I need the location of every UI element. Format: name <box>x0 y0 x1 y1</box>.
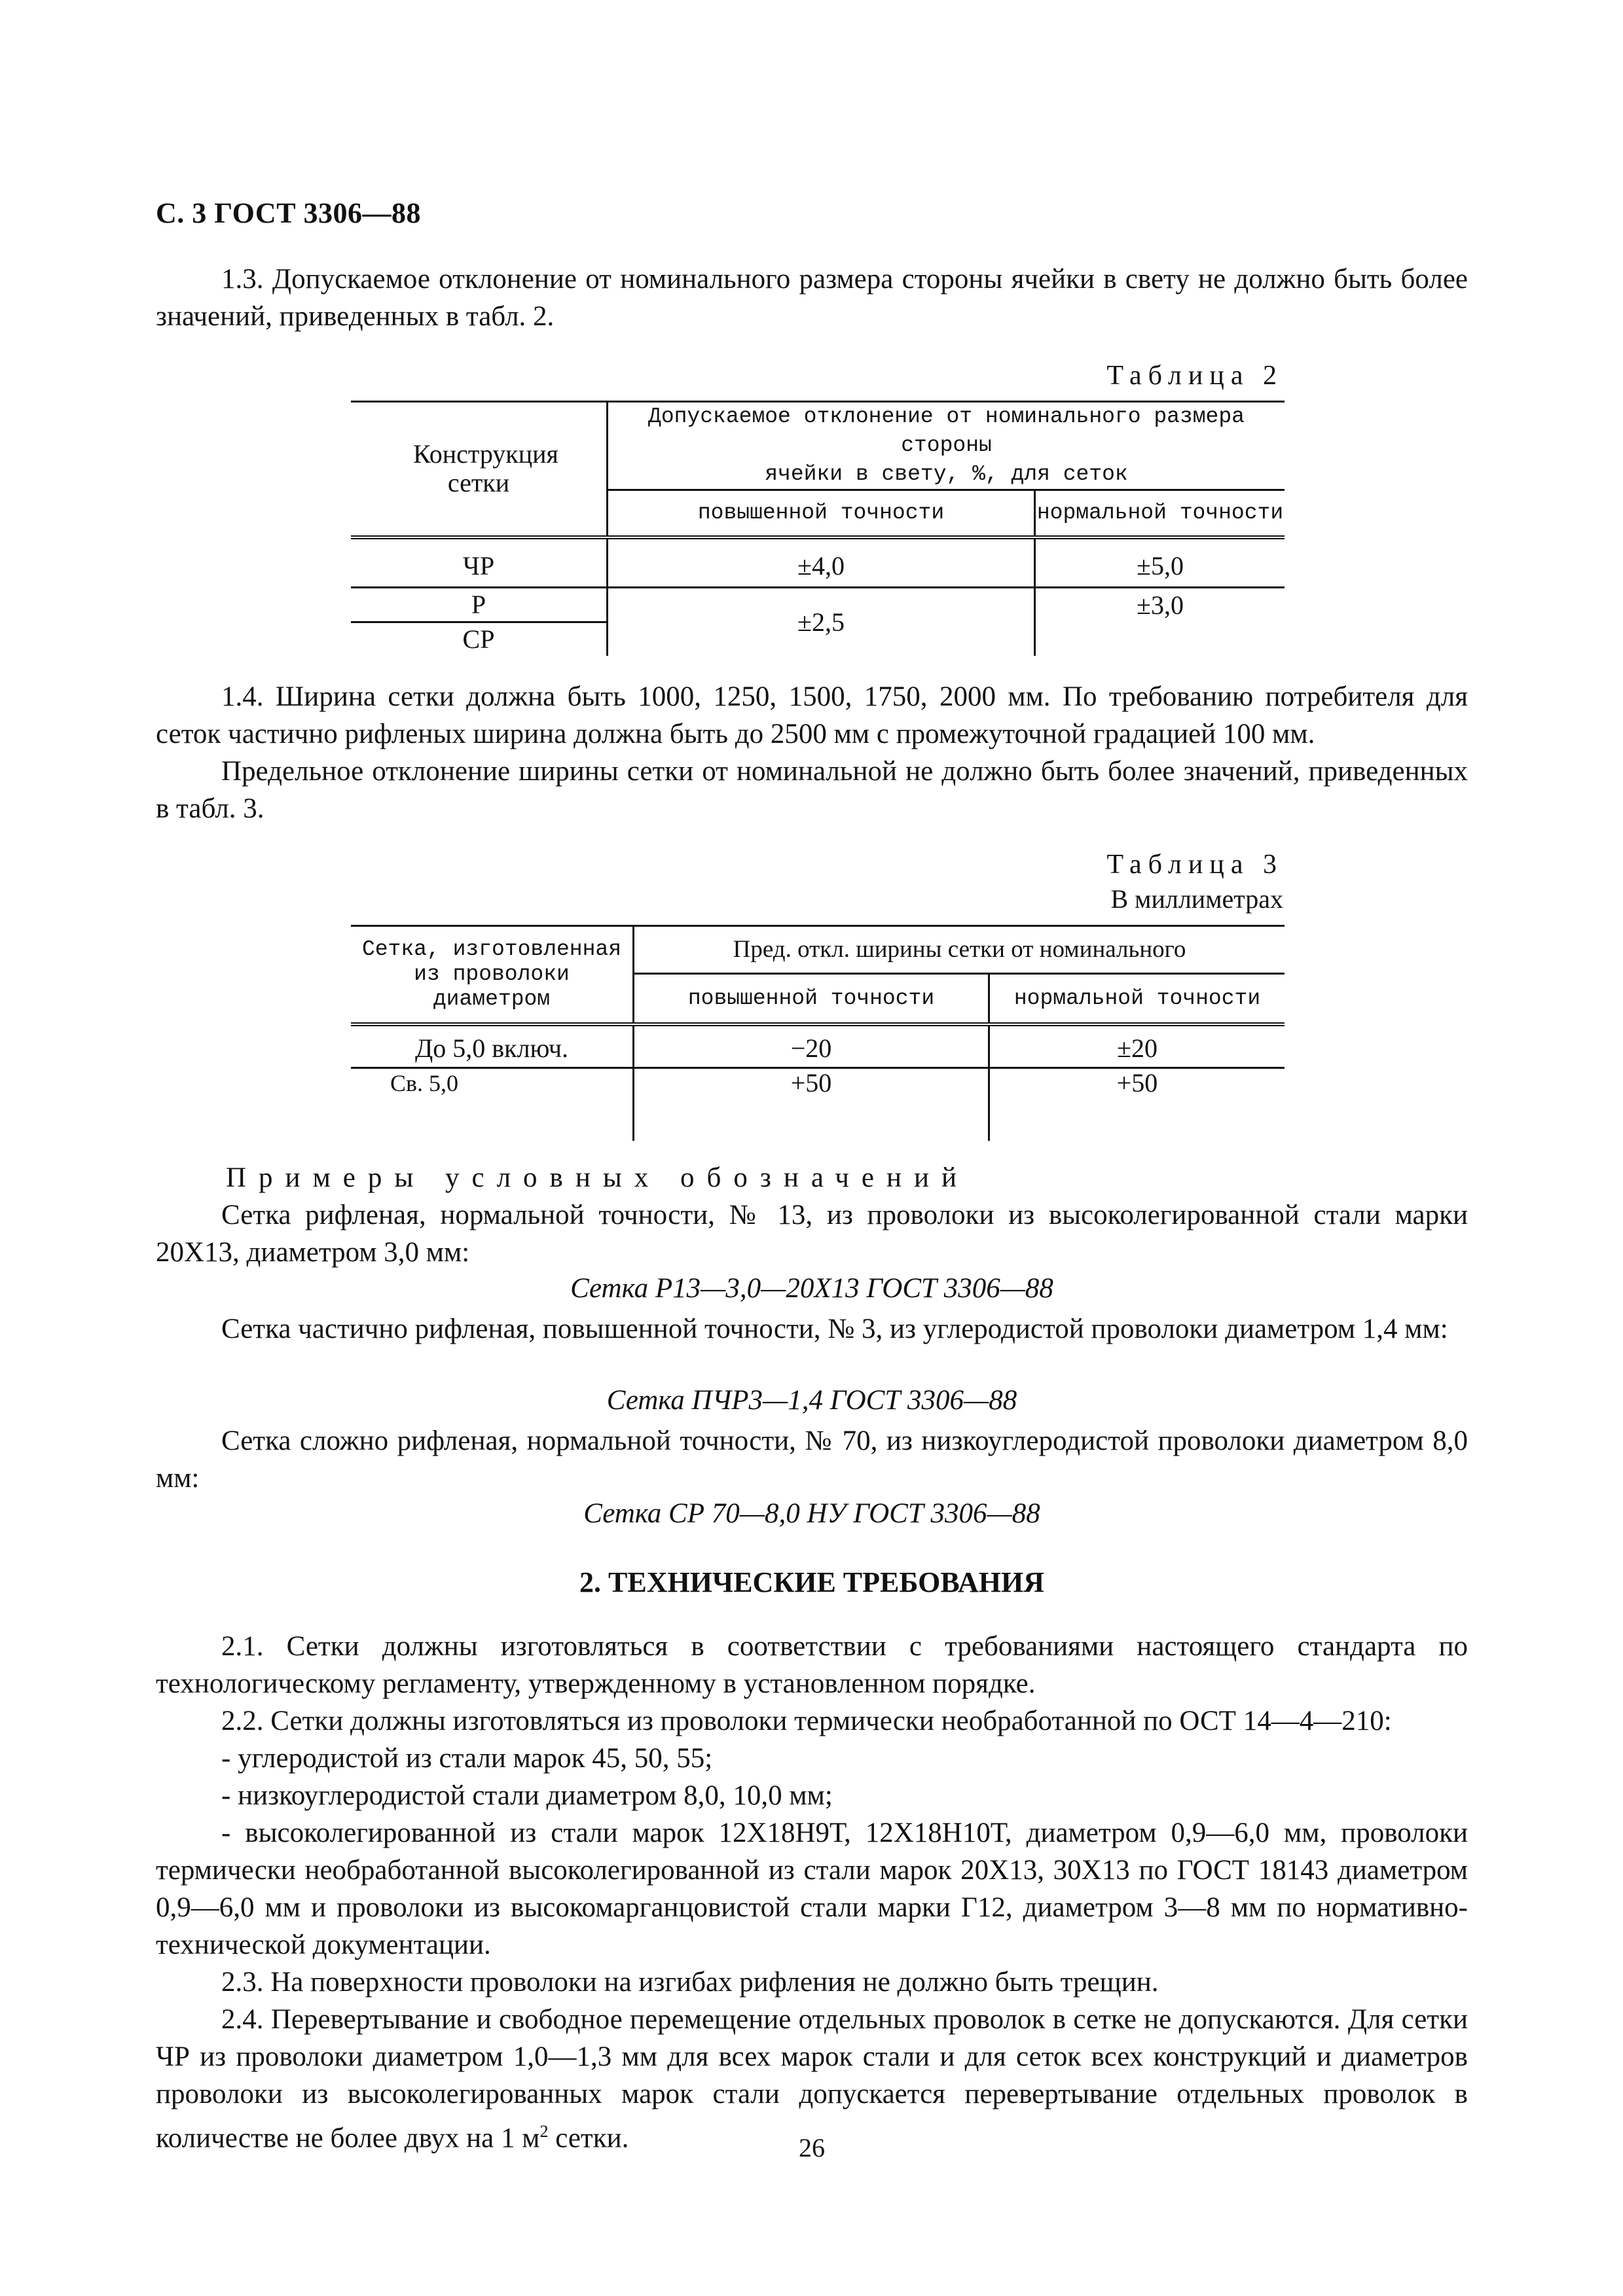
example-3-code: Сетка СР 70—8,0 НУ ГОСТ 3306—88 <box>583 1498 1040 1529</box>
example-3-text: Сетка сложно рифленая, нормальной точности, № 70, из низкоуглеродистой проволоки диаметром 8,0 мм: <box>156 1426 1468 1494</box>
wire-header-line-1: Сетка, изготовленная <box>361 937 622 961</box>
paragraph-1-3: 1.3. Допускаемое отклонение от номинального размера стороны ячейки в свету не должно быть более значений, приведенных в табл. 2. <box>156 264 1468 332</box>
table-3-header-deviation: Пред. откл. ширины сетки от номинального <box>634 926 1285 974</box>
paragraph-2-1: 2.1. Сетки должны изготовляться в соответствии с требованиями настоящего стандарта по технологическому регламенту, утвержденному в установленном порядке. <box>156 1631 1468 1699</box>
table-2-caption: Таблица 2 <box>1106 361 1283 391</box>
table-2-cell-construction: Р <box>351 588 608 622</box>
list-item-high-alloy: - высоколегированной из стали марок 12Х18Н9Т, 12Х18Н10Т, диаметром 0,9—6,0 мм, проволоки термически необработанной высоколегированной из стали марок 20Х13, 30Х13 по ГОСТ 18143 диаметром 0,9—6,0 мм и проволоки из высокомарганцовистой стали марки Г12, диаметром 3—8 мм по нормативно-технической документации. <box>156 1818 1468 1960</box>
table-2-header-normal: нормальной точности <box>1035 490 1285 538</box>
table-3-cell-wire: Св. 5,0 <box>351 1068 634 1141</box>
table-2-header-construction <box>351 402 608 538</box>
paragraph-2-4-text: 2.4. Перевертывание и свободное перемещение отдельных проволок в сетке не допускаются. Для сетки ЧР из проволоки диаметром 1,0—1,3 мм для всех марок стали и для сеток всех конструкций и диаметров проволоки из высоколегированных марок стали допускается перевертывание отдельных проволок в количестве не более двух на 1 м <box>156 2004 1468 2154</box>
table-2-header-deviation <box>608 402 1285 490</box>
table-2-cell-construction: ЧР <box>351 537 608 588</box>
table-2-cell-normal: ±5,0 <box>1035 537 1285 588</box>
paragraph-2-2: 2.2. Сетки должны изготовляться из проволоки термически необработанной по ОСТ 14—4—210: <box>221 1706 1392 1736</box>
deviation-header-line-1: Допускаемое отклонение от номинального размера стороны <box>648 404 1245 457</box>
paragraph-1-4-deviation: Предельное отклонение ширины сетки от номинальной не должно быть более значений, приведенных в табл. 3. <box>156 756 1468 824</box>
paragraph-2-3: 2.3. На поверхности проволоки на изгибах рифления не должно быть трещин. <box>221 1967 1159 1998</box>
table-3-cell-normal: +50 <box>1116 1068 1158 1098</box>
paragraph-2-4-end: сетки. <box>548 2123 629 2154</box>
wire-header-line-3: диаметром <box>433 987 551 1011</box>
list-item-low-carbon: - низкоуглеродистой стали диаметром 8,0, 10,0 мм; <box>221 1780 833 1811</box>
table-3 <box>351 925 1285 1141</box>
paragraph-1-4: 1.4. Ширина сетки должна быть 1000, 1250, 1500, 1750, 2000 мм. По требованию потребителя для сеток частично рифленых ширина должна быть до 2500 мм с промежуточной градацией 100 мм. <box>156 681 1468 749</box>
table-3-header-wire <box>351 926 634 1025</box>
table-3-unit: В миллиметрах <box>1110 884 1283 914</box>
examples-title: Примеры условных обозначений <box>226 1162 969 1193</box>
section-2-title: 2. ТЕХНИЧЕСКИЕ ТРЕБОВАНИЯ <box>579 1566 1044 1598</box>
page-number: 26 <box>799 2133 825 2162</box>
table-2-cell-normal: ±3,0 <box>1137 590 1184 620</box>
table-2-cell-construction: СР <box>351 622 608 656</box>
paragraph-2-4-superscript: 2 <box>539 2122 549 2141</box>
table-3-cell-wire: До 5,0 включ. <box>351 1024 634 1068</box>
list-item-carbon: - углеродистой из стали марок 45, 50, 55; <box>221 1743 713 1774</box>
example-2-code: Сетка ПЧР3—1,4 ГОСТ 3306—88 <box>606 1385 1017 1416</box>
construction-header-text: Конструкция сетки <box>413 439 558 497</box>
table-3-cell-normal: ±20 <box>989 1024 1285 1068</box>
wire-header-line-2: из проволоки <box>414 962 570 986</box>
table-2 <box>351 401 1285 656</box>
example-1-code: Сетка Р13—3,0—20Х13 ГОСТ 3306—88 <box>570 1273 1053 1304</box>
table-3-caption: Таблица 3 <box>1106 850 1283 880</box>
table-2-header-high: повышенной точности <box>608 490 1035 538</box>
table-3-cell-high: −20 <box>634 1024 989 1068</box>
example-1-text: Сетка рифленая, нормальной точности, № 13, из проволоки из высоколегированной стали марки 20Х13, диаметром 3,0 мм: <box>156 1200 1468 1268</box>
table-3-cell-high: +50 <box>634 1068 989 1141</box>
table-3-header-normal: нормальной точности <box>989 974 1285 1024</box>
table-2-cell-high: ±4,0 <box>608 537 1035 588</box>
example-2-text: Сетка частично рифленая, повышенной точности, № 3, из углеродистой проволоки диаметром 1,4 мм: <box>221 1314 1448 1344</box>
deviation-header-line-2: ячейки в свету, %, для сеток <box>765 462 1128 486</box>
table-3-header-high: повышенной точности <box>634 974 989 1024</box>
table-2-cell-high: ±2,5 <box>608 588 1035 656</box>
document-header: С. 3 ГОСТ 3306—88 <box>156 197 422 229</box>
